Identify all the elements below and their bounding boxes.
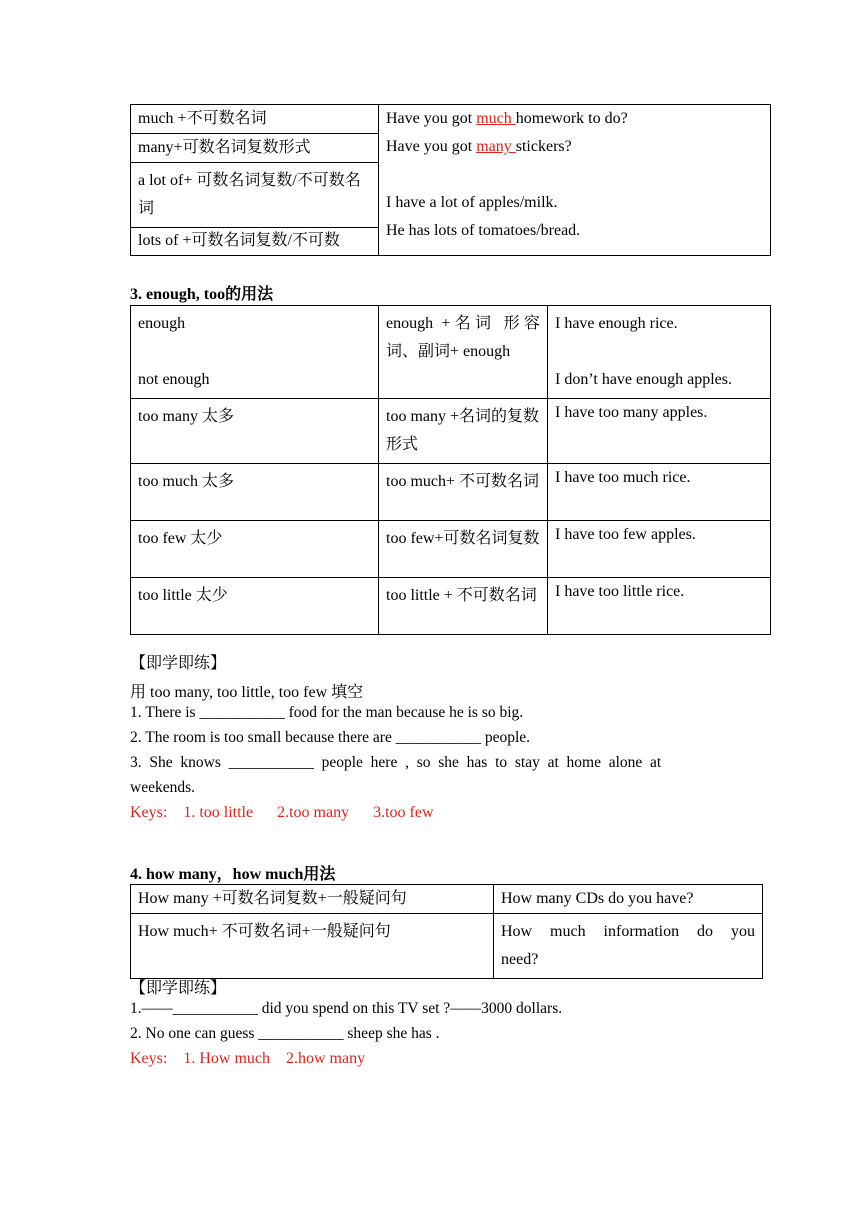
table-cell: too few 太少 [131, 521, 379, 578]
table-cell: I have enough rice. I don’t have enough apples. [548, 306, 771, 399]
table-cell [131, 163, 379, 228]
practice2-heading: 【即学即练】 [130, 980, 227, 997]
example-line: I have a lot of apples/milk. [386, 194, 558, 211]
table-cell: How many CDs do you have? [494, 885, 763, 914]
table-cell: How much information do you need? [494, 914, 763, 979]
table-cell: I have too many apples. [548, 399, 771, 464]
table-cell [131, 105, 379, 134]
table-cell: too little + 不可数名词 [379, 578, 548, 635]
table1-row-2: many+可数名词复数形式 [138, 139, 311, 156]
table-cell: How many +可数名词复数+一般疑问句 [131, 885, 494, 914]
quantifier-table [130, 104, 771, 256]
table-cell [131, 228, 379, 256]
practice1-instruction: 用 too many, too little, too few 填空 [130, 684, 364, 701]
table1-row-1: much +不可数名词 [138, 110, 267, 127]
practice2-keys: Keys: 1. How much 2.how many [130, 1050, 366, 1067]
practice1-q1: 1. There is ___________ food for the man because he is so big. [130, 704, 524, 721]
table-cell: I have too much rice. [548, 464, 771, 521]
highlight-many: many [476, 138, 516, 155]
example-line: Have you got much homework to do? [386, 110, 628, 127]
section4-heading: 4. how many，how much用法 [130, 866, 336, 883]
practice1-heading: 【即学即练】 [130, 655, 227, 672]
table-cell: too many 太多 [131, 399, 379, 464]
table-cell: too many +名词的复数形式 [379, 399, 548, 464]
table-cell: I have too little rice. [548, 578, 771, 635]
table-cell [131, 134, 379, 163]
table-cell: enough not enough [131, 306, 379, 399]
highlight-much: much [476, 110, 516, 127]
practice2-q2: 2. No one can guess ___________ sheep she has . [130, 1025, 440, 1042]
table-cell: too little 太少 [131, 578, 379, 635]
table1-row-4: lots of +可数名词复数/不可数 [138, 232, 340, 249]
table-cell: enough +名词 形容词、副词+ enough [379, 306, 548, 399]
table-cell: too much 太多 [131, 464, 379, 521]
table-cell: too much+ 不可数名词 [379, 464, 548, 521]
practice2-q1: 1.——___________ did you spend on this TV set ?——3000 dollars. [130, 1000, 563, 1017]
practice1-keys: Keys: 1. too little 2.too many 3.too few [130, 804, 434, 821]
table-cell: How much+ 不可数名词+一般疑问句 [131, 914, 494, 979]
practice1-q3-cont: weekends. [130, 779, 195, 796]
table1-row-3: a lot of+ 可数名词复数/不可数名词 [138, 172, 361, 217]
how-many-much-table [130, 884, 763, 979]
table-cell: too few+可数名词复数 [379, 521, 548, 578]
example-line: He has lots of tomatoes/bread. [386, 222, 581, 239]
table-cell-examples [379, 105, 771, 256]
enough-too-table [130, 305, 771, 635]
practice1-q3: 3. She knows ___________ people here , so she has to stay at home alone at [130, 754, 662, 771]
example-line: Have you got many stickers? [386, 138, 572, 155]
practice1-q2: 2. The room is too small because there are ___________ people. [130, 729, 531, 746]
table-cell: I have too few apples. [548, 521, 771, 578]
section3-heading: 3. enough, too的用法 [130, 286, 274, 303]
